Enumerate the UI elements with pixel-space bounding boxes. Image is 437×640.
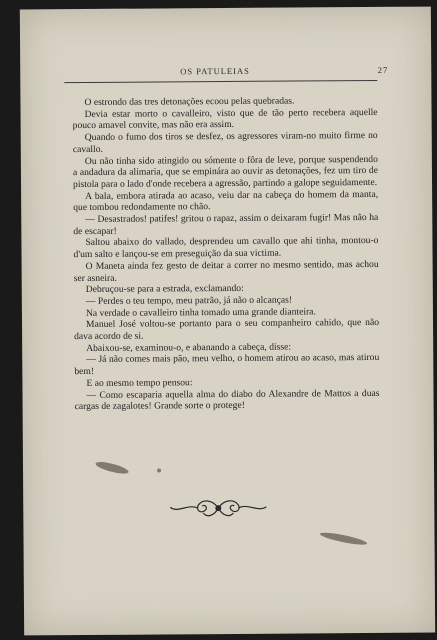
paragraph: Saltou abaixo do vallado, desprendeu um cavallo que ahi tinha, montou-o d'um salto e lançou-se em preseguição da sua victima. <box>73 235 379 261</box>
paragraph: Abaixou-se, examinou-o, e abanando a cabeça, disse: <box>86 341 292 354</box>
page-header <box>60 61 389 81</box>
stain-mark <box>319 530 367 547</box>
body-text <box>72 95 379 413</box>
running-title: OS PATULEIAS <box>180 65 250 77</box>
page-number: 27 <box>377 64 389 75</box>
book-page <box>20 7 435 636</box>
paragraph: Ou não tinha sido atingido ou sómente o fôra de leve, porque suspendendo a andadura da alimaria, que se empinára ao ouvir as detonações, fez um tiro de pistola para o lado d'onde recebera a agressão, partindo a galope seguidamente. <box>72 153 378 190</box>
paragraph: Na verdade o cavalleiro tinha tomado uma grande dianteira. <box>85 306 316 319</box>
paragraph: — Como escaparia aquella alma do diabo do Alexandre de Mattos a duas cargas de zagalotes! Grande sorte o protege! <box>74 387 380 413</box>
paragraph: Quando o fumo dos tiros se desfez, os agressores viram-no muito firme no cavallo. <box>72 130 378 155</box>
paragraph: Debruçou-se para a estrada, exclamando: <box>85 283 244 296</box>
paragraph: O Maneta ainda fez gesto de deitar a correr no mesmo sentido, mas achou ser asneira. <box>73 258 379 284</box>
paragraph: A bala, embora atirada ao acaso, veiu dar na cabeça do homem da manta, que tombou redondamente no chão. <box>73 188 379 214</box>
paragraph: — Já não comes mais pão, meu velho, o homem atirou ao acaso, mas atirou bem! <box>74 352 380 378</box>
ornament-icon <box>168 495 268 522</box>
paragraph: — Desastrados! patifes! gritou o rapaz, assim o deixaram fugir! Mas não ha de escapar! <box>73 211 379 237</box>
paragraph: Devia estar morto o cavalleiro, visto que de tão perto recebera aquelle pouco amavel convite, mas não era assim. <box>72 106 378 132</box>
paragraph: O estrondo das tres detonações ecoou pelas quebradas. <box>84 95 295 108</box>
paragraph: E ao mesmo tempo pensou: <box>86 377 193 389</box>
paragraph: — Perdes o teu tempo, meu patrão, já não o alcanças! <box>85 294 293 307</box>
stain-mark <box>95 460 130 476</box>
paragraph: Manuel José voltou-se portanto para o seu companheiro cahido, que não dava acordo de si. <box>74 317 380 343</box>
stain-mark <box>157 468 161 472</box>
